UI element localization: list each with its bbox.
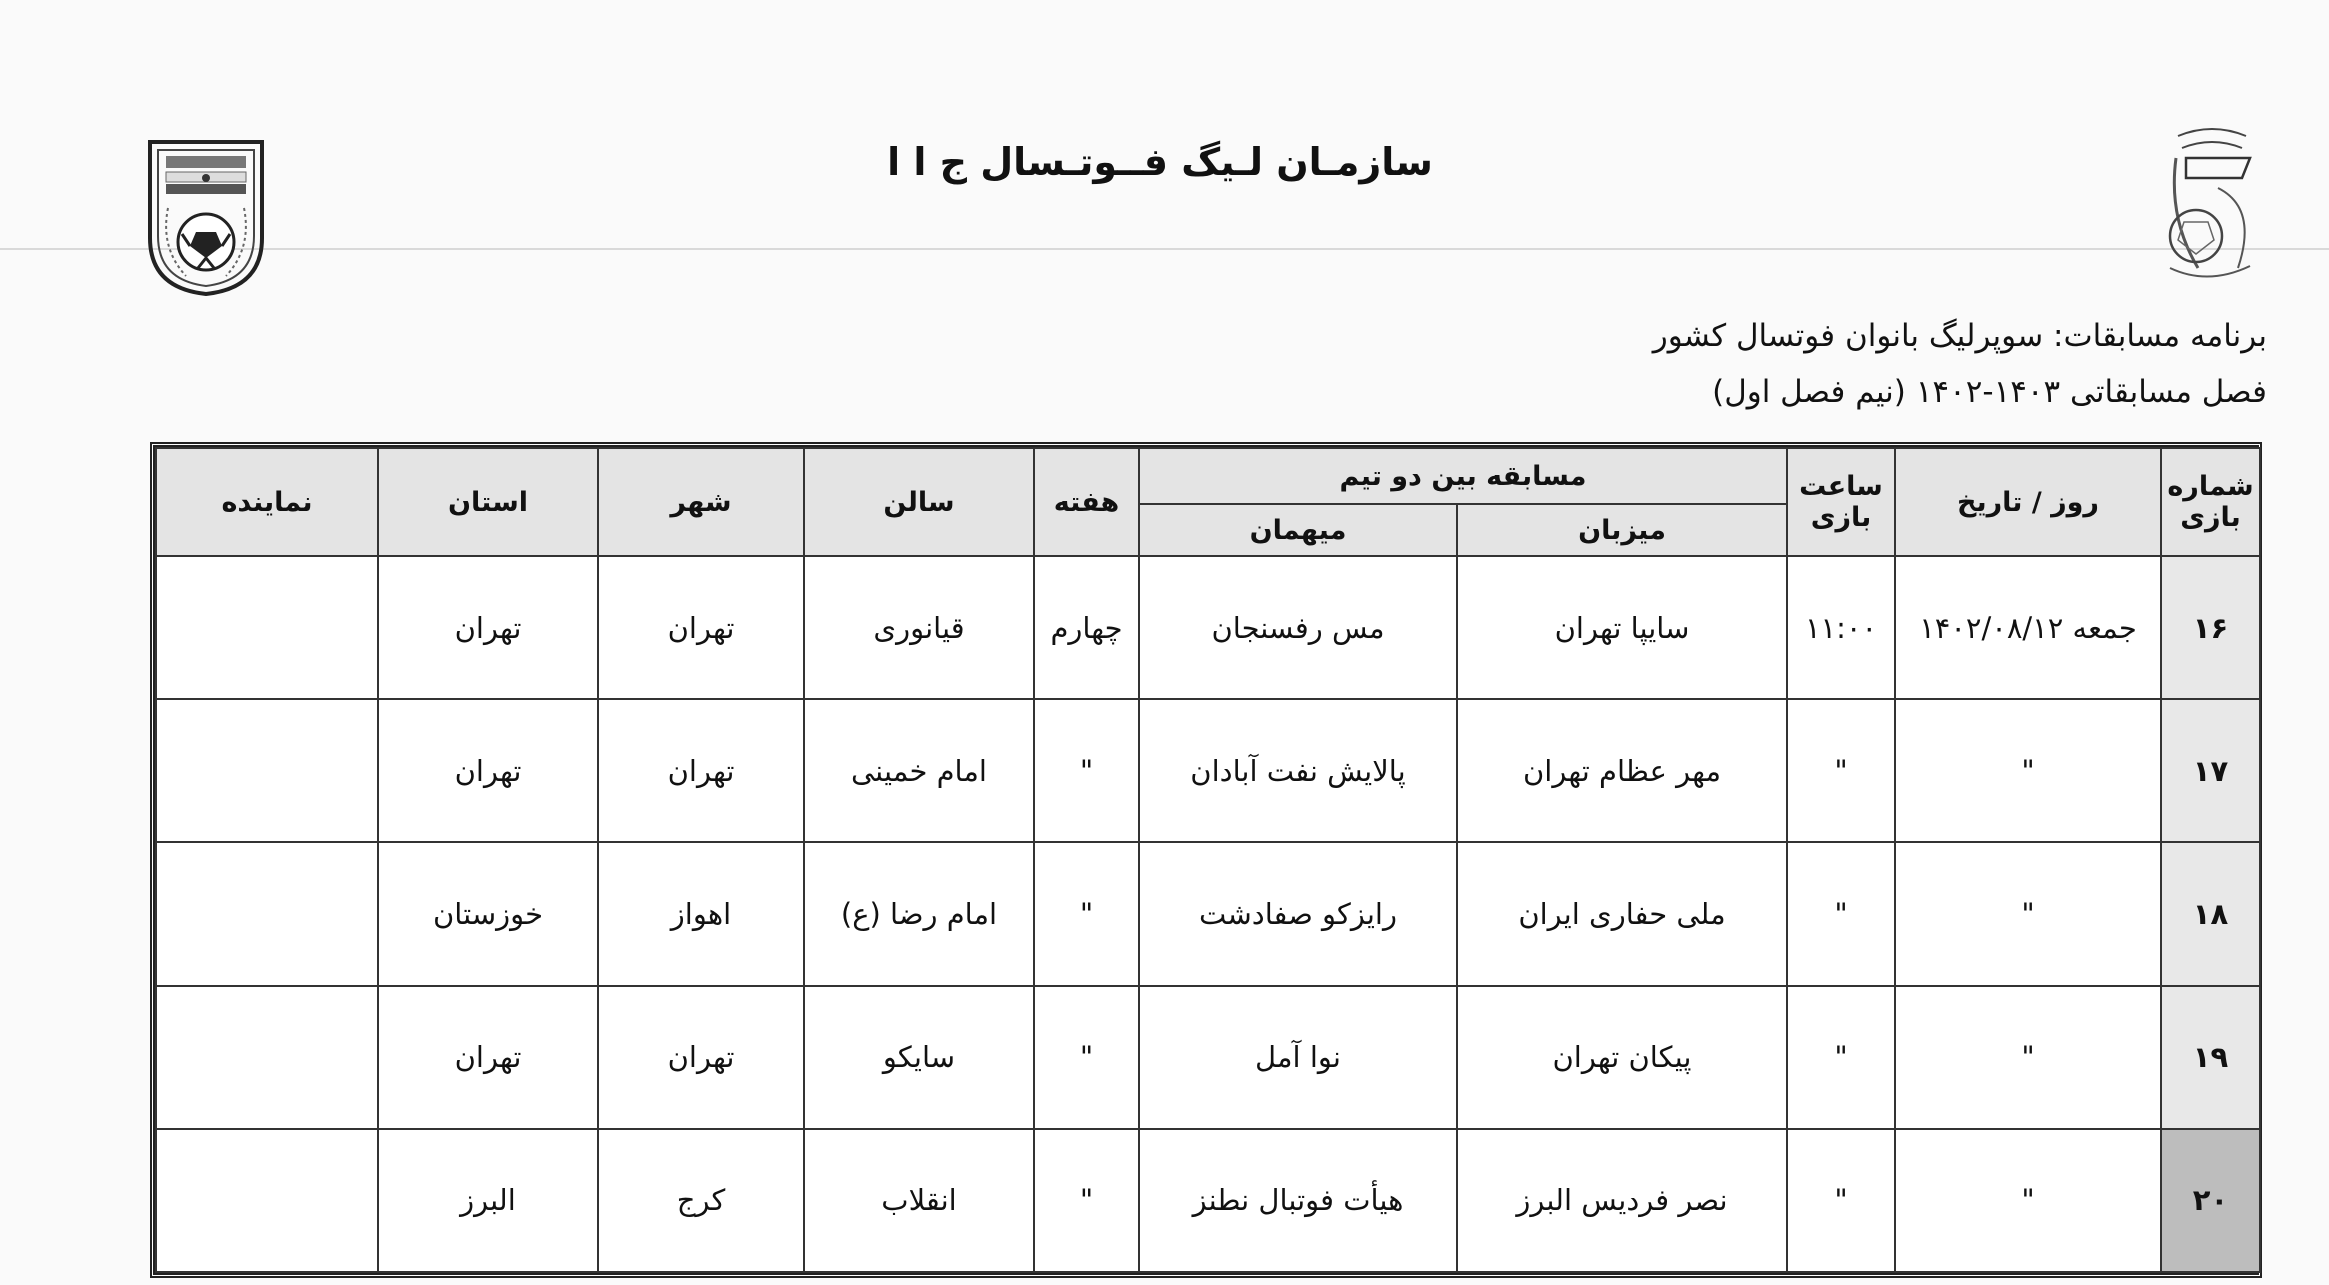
- match-date: جمعه ۱۴۰۲/۰۸/۱۲: [1895, 556, 2161, 699]
- guest-team: رایزکو صفادشت: [1139, 842, 1457, 985]
- host-team: مهر عظام تهران: [1457, 699, 1787, 842]
- table-row: [156, 699, 2260, 842]
- representative: [156, 556, 378, 699]
- venue: قیانوری: [804, 556, 1034, 699]
- match-time: ": [1787, 699, 1895, 842]
- guest-team: مس رفسنجان: [1139, 556, 1457, 699]
- match-date: ": [1895, 699, 2161, 842]
- match-week: ": [1034, 1129, 1139, 1272]
- match-time: ": [1787, 842, 1895, 985]
- season-title: فصل مسابقاتی ۱۴۰۳-۱۴۰۲ (نیم فصل اول): [1712, 374, 2267, 410]
- header-province: استان: [378, 448, 598, 556]
- match-number: ۱۶: [2161, 556, 2260, 699]
- representative: [156, 1129, 378, 1272]
- province: البرز: [378, 1129, 598, 1272]
- competition-title: برنامه مسابقات: سوپرلیگ بانوان فوتسال کشور: [1652, 318, 2267, 354]
- guest-team: پالایش نفت آبادان: [1139, 699, 1457, 842]
- guest-team: هیأت فوتبال نطنز: [1139, 1129, 1457, 1272]
- city: اهواز: [598, 842, 804, 985]
- organization-title: سازمـان لـیگ فــوتـسال ج ا ا: [887, 140, 1433, 184]
- match-number: ۲۰: [2161, 1129, 2260, 1272]
- province: خوزستان: [378, 842, 598, 985]
- host-team: پیکان تهران: [1457, 986, 1787, 1129]
- header-host: میزبان: [1457, 504, 1787, 556]
- province: تهران: [378, 699, 598, 842]
- city: تهران: [598, 699, 804, 842]
- match-date: ": [1895, 1129, 2161, 1272]
- header-match-no: شماره بازی: [2161, 448, 2260, 556]
- match-week: ": [1034, 842, 1139, 985]
- match-number: ۱۷: [2161, 699, 2260, 842]
- table-row: [156, 556, 2260, 699]
- province: تهران: [378, 986, 598, 1129]
- football-federation-logo: [146, 138, 266, 298]
- host-team: سایپا تهران: [1457, 556, 1787, 699]
- match-time: ۱۱:۰۰: [1787, 556, 1895, 699]
- representative: [156, 986, 378, 1129]
- scan-line: [0, 248, 2329, 250]
- venue: امام خمینی: [804, 699, 1034, 842]
- table-row: [156, 1129, 2260, 1272]
- venue: انقلاب: [804, 1129, 1034, 1272]
- futsal-league-logo: [2158, 118, 2266, 288]
- schedule-table: [155, 447, 2261, 1273]
- province: تهران: [378, 556, 598, 699]
- venue: امام رضا (ع): [804, 842, 1034, 985]
- schedule-table-frame: [150, 442, 2262, 1278]
- header-time: ساعت بازی: [1787, 448, 1895, 556]
- match-time: ": [1787, 1129, 1895, 1272]
- header-match-group: مسابقه بین دو تیم: [1139, 448, 1787, 504]
- match-week: ": [1034, 986, 1139, 1129]
- representative: [156, 842, 378, 985]
- host-team: ملی حفاری ایران: [1457, 842, 1787, 985]
- header-representative: نماینده: [156, 448, 378, 556]
- representative: [156, 699, 378, 842]
- header-guest: میهمان: [1139, 504, 1457, 556]
- table-row: [156, 986, 2260, 1129]
- host-team: نصر فردیس البرز: [1457, 1129, 1787, 1272]
- match-time: ": [1787, 986, 1895, 1129]
- guest-team: نوا آمل: [1139, 986, 1457, 1129]
- city: تهران: [598, 556, 804, 699]
- header-date: روز / تاریخ: [1895, 448, 2161, 556]
- header-week: هفته: [1034, 448, 1139, 556]
- match-week: ": [1034, 699, 1139, 842]
- match-week: چهارم: [1034, 556, 1139, 699]
- match-date: ": [1895, 842, 2161, 985]
- header-venue: سالن: [804, 448, 1034, 556]
- match-date: ": [1895, 986, 2161, 1129]
- match-number: ۱۸: [2161, 842, 2260, 985]
- city: تهران: [598, 986, 804, 1129]
- city: کرج: [598, 1129, 804, 1272]
- table-row: [156, 842, 2260, 985]
- header-city: شهر: [598, 448, 804, 556]
- venue: سایکو: [804, 986, 1034, 1129]
- match-number: ۱۹: [2161, 986, 2260, 1129]
